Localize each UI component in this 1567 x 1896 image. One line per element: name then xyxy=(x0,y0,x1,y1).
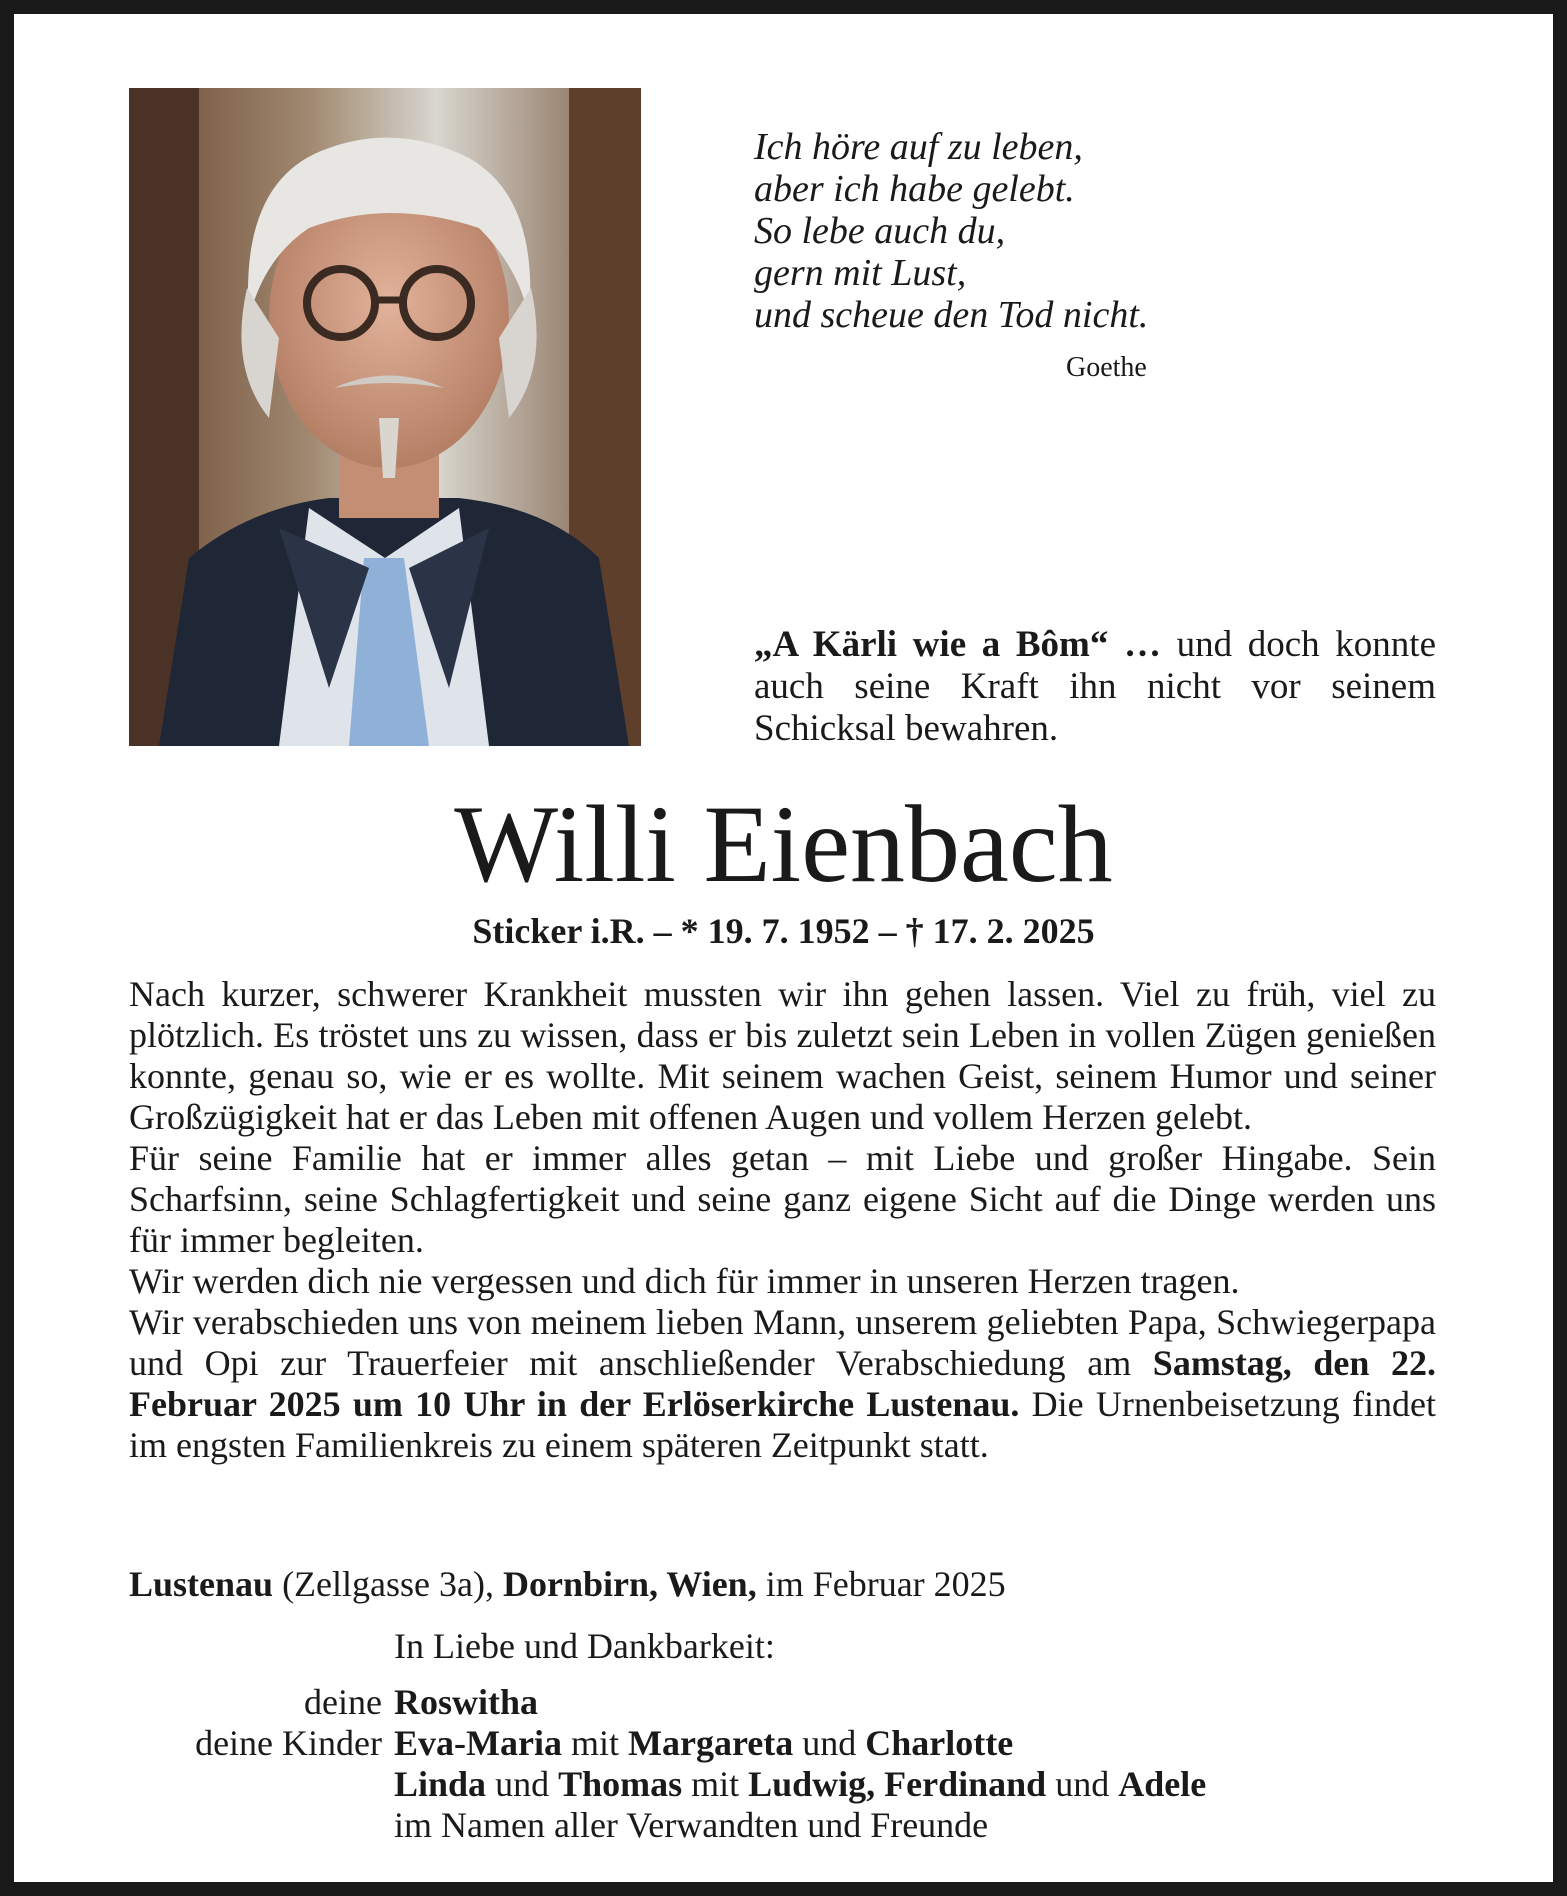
signers xyxy=(129,1682,1436,1846)
signer-label-empty xyxy=(129,1805,394,1846)
signer-names xyxy=(394,1764,1206,1805)
signer-row xyxy=(129,1805,1436,1846)
signer-name: Linda xyxy=(394,1764,487,1804)
poem-line: und scheue den Tod nicht. xyxy=(754,294,1149,336)
signer-label: deine Kinder xyxy=(195,1723,382,1763)
paragraph: Wir werden dich nie vergessen und dich für immer in unseren Herzen tragen. xyxy=(129,1261,1240,1301)
place-towns: Dornbirn, Wien, xyxy=(502,1564,757,1604)
dialect-quote xyxy=(754,624,1436,750)
connector-word: und xyxy=(1046,1764,1119,1804)
signer-names xyxy=(394,1723,1013,1764)
poem-line: gern mit Lust, xyxy=(754,252,967,294)
place-date: im Februar 2025 xyxy=(756,1564,1006,1604)
obituary-text xyxy=(129,974,1436,1466)
deceased-name: Willi Eienbach xyxy=(454,783,1113,905)
poem xyxy=(754,126,1148,336)
connector-word: und xyxy=(793,1723,866,1763)
obituary-page xyxy=(14,14,1553,1882)
place-and-date xyxy=(129,1564,1436,1605)
life-dates: Sticker i.R. – * 19. 7. 1952 – † 17. 2. 2025 xyxy=(472,911,1095,951)
closing-line: im Namen aller Verwandten und Freunde xyxy=(394,1805,989,1845)
place-town: Lustenau xyxy=(129,1564,274,1604)
signer-name: Roswitha xyxy=(394,1682,539,1722)
signer-row xyxy=(129,1682,1436,1723)
signer-row xyxy=(129,1764,1436,1805)
place-address: (Zellgasse 3a), xyxy=(273,1564,503,1604)
quote-rest: und doch konnte auch seine Kraft ihn nicht vor seinem Schicksal bewahren. xyxy=(754,624,1436,749)
paragraph-text: Die Urnenbeisetzung findet im engsten Familienkreis zu einem späteren Zeitpunkt statt. xyxy=(129,1384,1436,1465)
quote-bold: „A Kärli wie a Bôm“ … xyxy=(754,624,1161,665)
paragraph-text: Wir verabschieden uns von meinem lieben Mann, unserem geliebten Papa, Schwiegerpapa und Opi zur Trauerfeier mit anschließender Verabschiedung am xyxy=(129,1302,1436,1383)
signer-name: Charlotte xyxy=(865,1723,1014,1763)
portrait-illustration xyxy=(129,88,641,746)
poem-line: aber ich habe gelebt. xyxy=(754,168,1075,210)
signer-label-empty xyxy=(129,1764,394,1805)
connector-word: und xyxy=(486,1764,559,1804)
poem-line: Ich höre auf zu leben, xyxy=(754,126,1083,168)
signer-names xyxy=(394,1682,538,1723)
paragraph: Für seine Familie hat er immer alles getan – mit Liebe und großer Hingabe. Sein Scharfsinn, seine Schlagfertigkeit und seine ganz eigene Sicht auf die Dinge werden uns für immer begleiten. xyxy=(129,1138,1436,1260)
thanks-line: In Liebe und Dankbarkeit: xyxy=(394,1626,775,1666)
signer-row xyxy=(129,1723,1436,1764)
paragraph xyxy=(129,1302,1436,1466)
signer-name: Eva-Maria xyxy=(394,1723,562,1763)
ceremony-details: Samstag, den 22. Februar 2025 um 10 Uhr in der Erlöserkirche Lustenau. xyxy=(129,1343,1437,1424)
signer-name: Ludwig, Ferdinand xyxy=(748,1764,1047,1804)
connector-word: mit xyxy=(561,1723,628,1763)
signer-name: Adele xyxy=(1118,1764,1207,1804)
paragraph: Nach kurzer, schwerer Krankheit mussten wir ihn gehen lassen. Viel zu früh, viel zu plötzlich. Es tröstet uns zu wissen, dass er bis zuletzt sein Leben in vollen Zügen genießen konnte, genau so, wie er es wollte. Mit seinem wachen Geist, seinem Humor und seiner Großzügigkeit hat er das Leben mit offenen Augen und vollem Herzen gelebt. xyxy=(129,974,1436,1137)
connector-word: mit xyxy=(682,1764,749,1804)
poem-author: Goethe xyxy=(1066,352,1147,383)
signer-label: deine xyxy=(304,1682,382,1722)
poem-line: So lebe auch du, xyxy=(754,210,1006,252)
portrait-photo xyxy=(129,88,641,746)
signer-name: Margareta xyxy=(627,1723,794,1763)
signer-name: Thomas xyxy=(558,1764,683,1804)
